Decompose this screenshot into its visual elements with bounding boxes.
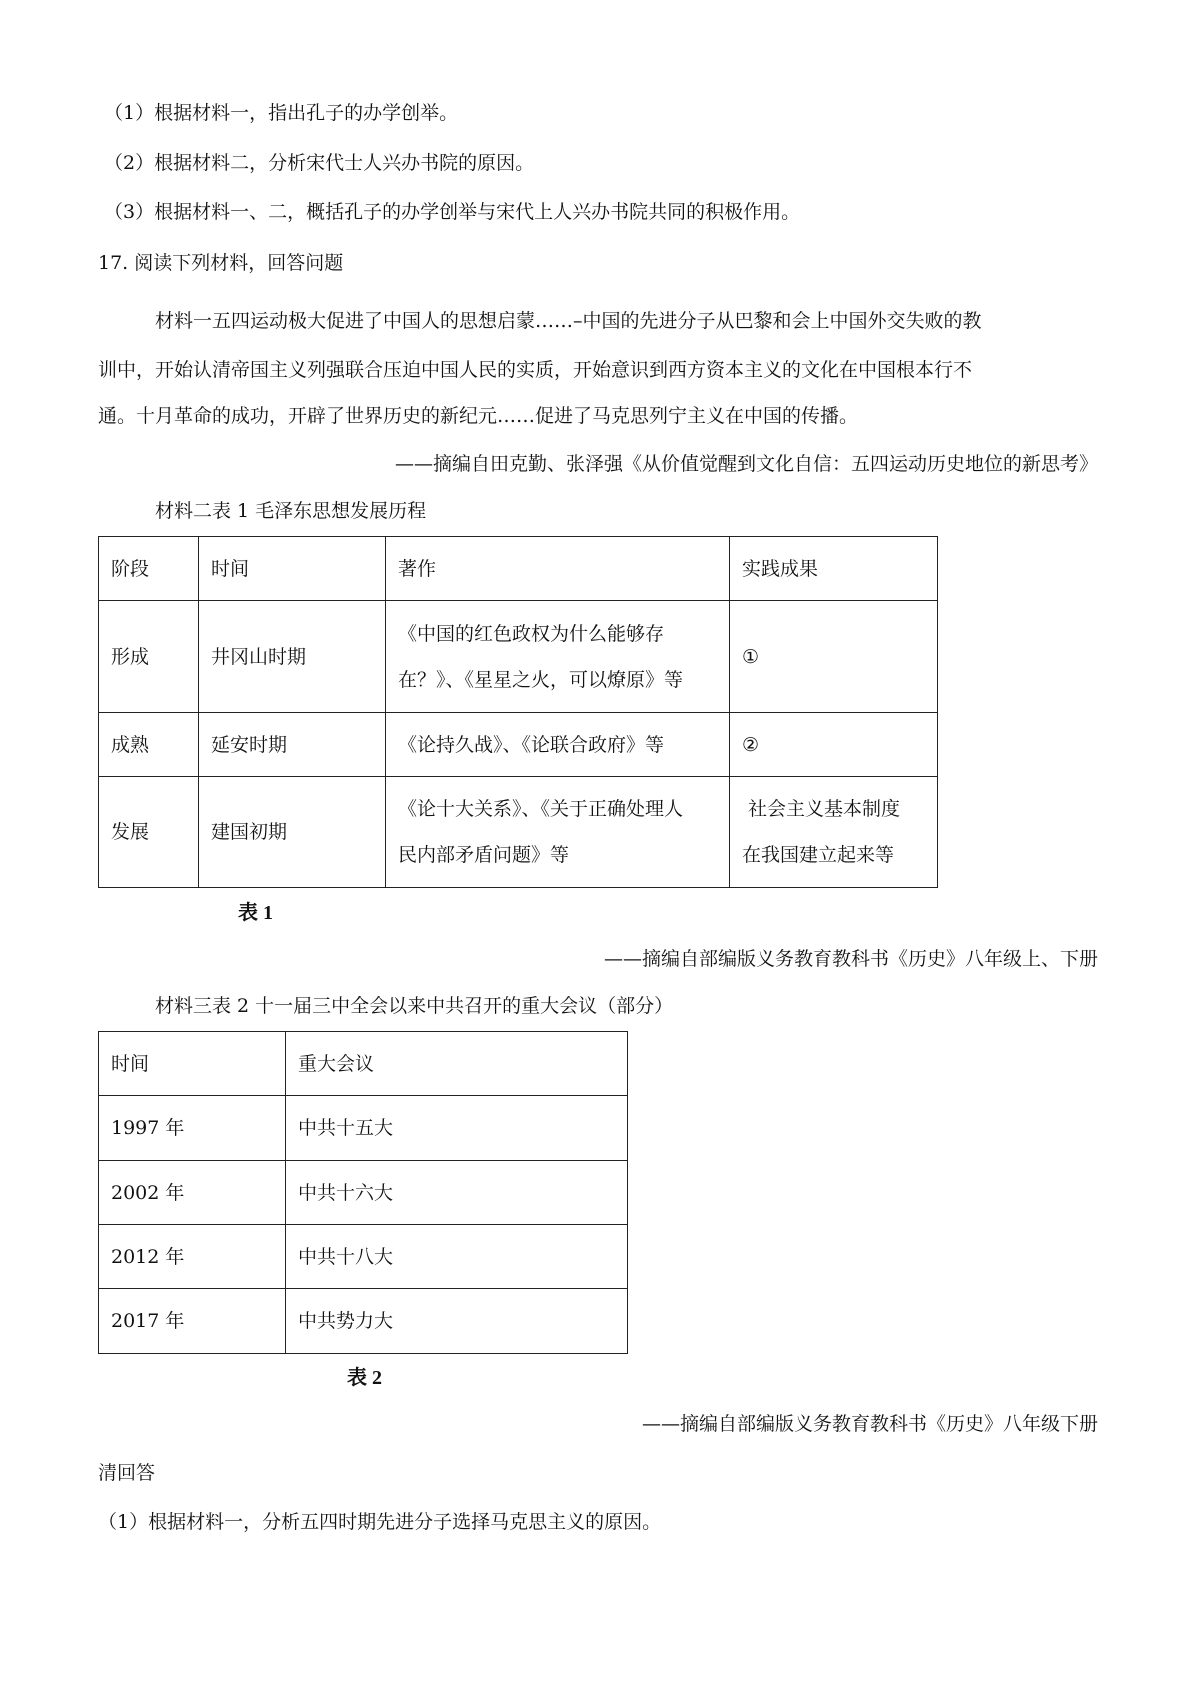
cell-line: 《论十大关系》、《关于正确处理人 [398,798,684,820]
cell: 形成 [99,601,199,713]
table-row [99,601,938,713]
material1-line: 训中，开始认清帝国主义列强联合压迫中国人民的实质，开始意识到西方资本主义的文化在中国根本行不 [98,359,973,381]
cell-line: 民内部矛盾问题》等 [398,844,570,866]
cell [386,601,730,713]
cell-line: 《中国的红色政权为什么能够存 [398,622,665,645]
cell: 2002 年 [99,1161,286,1225]
table-row [99,1289,628,1354]
material1-line: 材料一五四运动极大促进了中国人的思想启蒙……–中国的先进分子从巴黎和会上中国外交失败的教 [155,310,982,332]
header-cell: 时间 [99,1032,286,1096]
material3-title: 材料三表 2 十一届三中全会以来中共召开的重大会议（部分） [155,995,674,1017]
cell: 1997 年 [99,1096,286,1161]
material1-source: ——摘编自田克勤、张泽强《从价值觉醒到文化自信：五四运动历史地位的新思考》 [394,453,1098,475]
cell: ② [730,713,938,777]
cell: 2012 年 [99,1225,286,1289]
cell: 成熟 [99,713,199,777]
material3-source: ——摘编自部编版义务教育教科书《历史》八年级下册 [641,1413,1098,1435]
cell: 井冈山时期 [199,601,386,713]
cell: ① [730,601,938,713]
table-row [99,777,938,888]
cell [730,777,938,888]
cell: 2017 年 [99,1289,286,1354]
table-row [99,1161,628,1225]
answer-prompt: 清回答 [98,1462,156,1484]
table-header-row [99,1032,628,1096]
table1-caption: 表 1 [238,902,273,924]
table-row [99,1225,628,1289]
material1-line: 通。十月革命的成功，开辟了世界历史的新纪元……促进了马克思列宁主义在中国的传播。 [98,405,859,427]
prev-question-1: （1）根据材料一，指出孔子的办学创举。 [104,102,459,124]
cell: 延安时期 [199,713,386,777]
table2 [98,1031,628,1354]
material2-source: ——摘编自部编版义务教育教科书《历史》八年级上、下册 [603,948,1098,970]
cell: 中共十八大 [286,1225,628,1289]
cell: 《论持久战》、《论联合政府》等 [386,713,730,777]
cell: 中共十六大 [286,1161,628,1225]
prev-question-2: （2）根据材料二，分析宋代士人兴办书院的原因。 [104,152,535,174]
table-row [99,713,938,777]
header-cell: 重大会议 [286,1032,628,1096]
cell: 中共十五大 [286,1096,628,1161]
question-17-title: 17. 阅读下列材料，回答问题 [98,252,344,274]
cell-line: 社会主义基本制度 [748,798,901,820]
cell [386,777,730,888]
cell-line: 在我国建立起来等 [742,844,895,866]
material2-title: 材料二表 1 毛泽东思想发展历程 [155,500,427,522]
table2-caption: 表 2 [347,1367,382,1389]
table-row [99,1096,628,1161]
prev-question-3: （3）根据材料一、二，概括孔子的办学创举与宋代上人兴办书院共同的积极作用。 [104,201,801,223]
header-cell: 时间 [199,537,386,601]
sub-question-1: （1）根据材料一，分析五四时期先进分子选择马克思主义的原因。 [98,1511,662,1533]
header-cell: 实践成果 [730,537,938,601]
cell: 中共势力大 [286,1289,628,1354]
cell: 发展 [99,777,199,888]
table1 [98,536,938,888]
header-cell: 著作 [386,537,730,601]
table-header-row [99,537,938,601]
cell-line: 在？》、《星星之火，可以燎原》等 [398,668,684,691]
header-cell: 阶段 [99,537,199,601]
cell: 建国初期 [199,777,386,888]
